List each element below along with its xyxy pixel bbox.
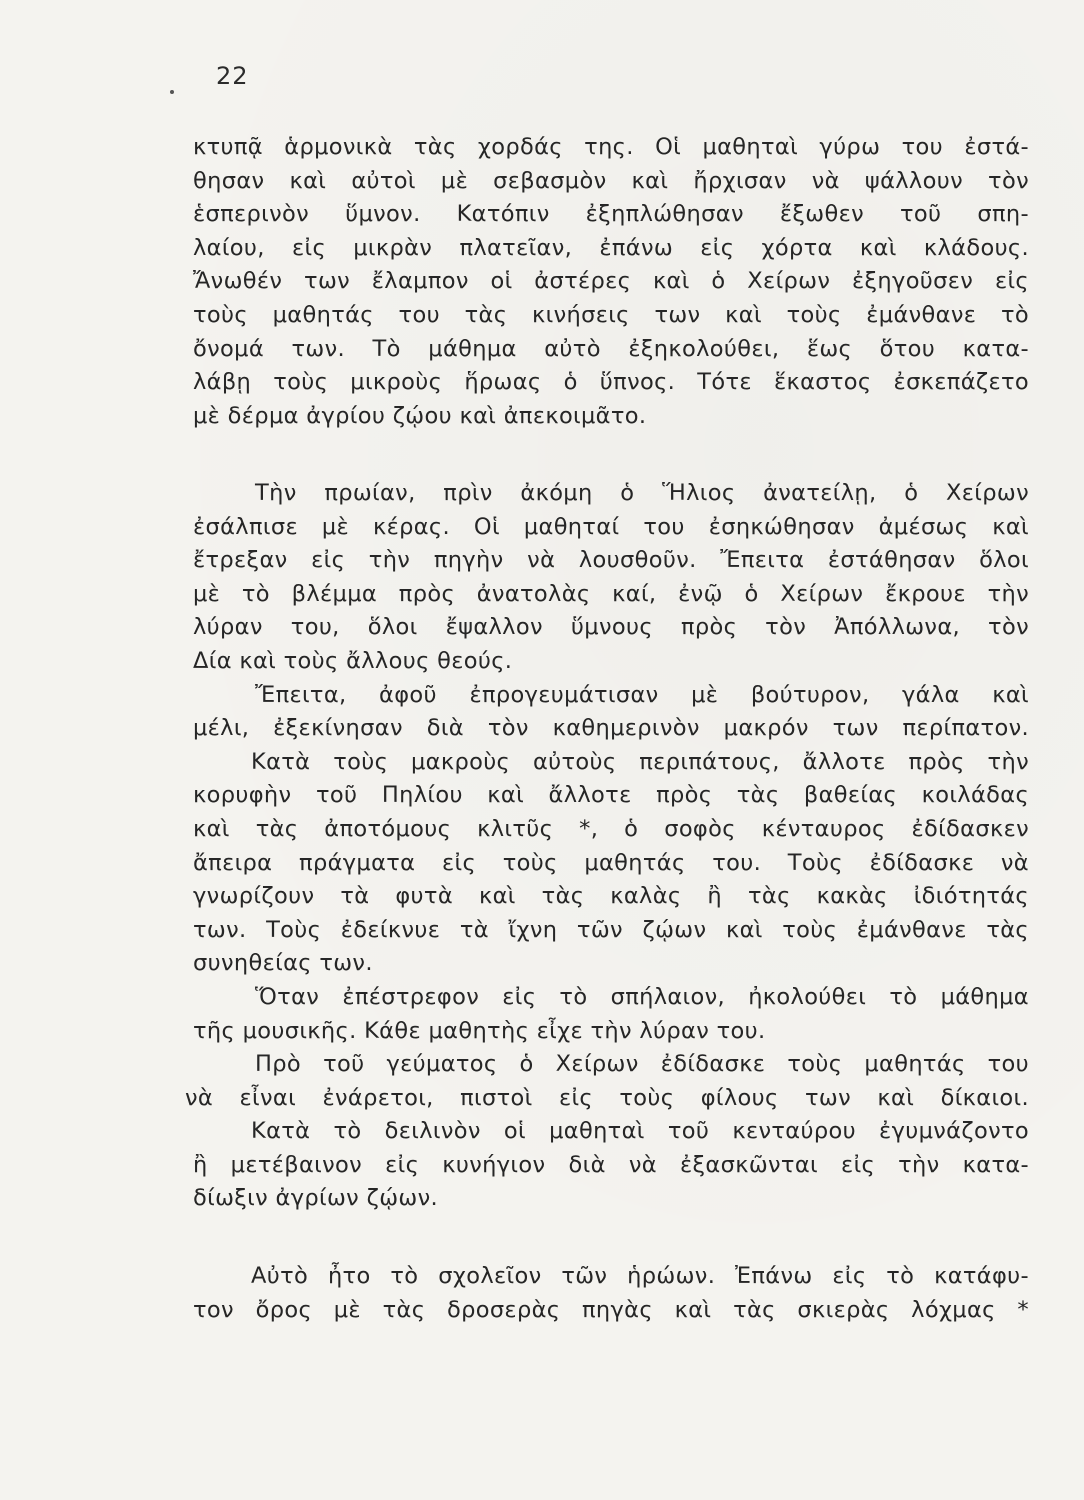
text-line: Ἔπειτα, ἀφοῦ ἐπρογευμάτισαν μὲ βούτυρον, γάλα καὶ [255, 681, 1029, 708]
text-line: τοὺς μαθητάς του τὰς κινήσεις των καὶ τοὺς ἐμάνθανε τὸ [193, 301, 1029, 328]
text-line: μὲ τὸ βλέμμα πρὸς ἀνατολὰς καί, ἐνῷ ὁ Χείρων ἔκρουε τὴν [193, 580, 1029, 607]
text-line: τῆς μουσικῆς. Κάθε μαθητὴς εἶχε τὴν λύραν του. [193, 1017, 766, 1044]
text-line: Ὅταν ἐπέστρεφον εἰς τὸ σπήλαιον, ἠκολούθει τὸ μάθημα [255, 983, 1029, 1010]
text-body [193, 131, 1029, 433]
text-line: δίωξιν ἀγρίων ζῴων. [193, 1185, 438, 1212]
text-line: ἄπειρα πράγματα εἰς τοὺς μαθητάς του. Τοὺς ἐδίδασκε νὰ [193, 849, 1029, 876]
text-line: ὄνομά των. Τὸ μάθημα αὐτὸ ἐξηκολούθει, ἕως ὅτου κατα- [193, 335, 1029, 362]
text-line: των. Τοὺς ἐδείκνυε τὰ ἴχνη τῶν ζῴων καὶ τοὺς ἐμάνθανε τὰς [193, 916, 1029, 943]
text-line: Τὴν πρωίαν, πρὶν ἀκόμη ὁ Ἥλιος ἀνατείλῃ, ὁ Χείρων [255, 480, 1029, 506]
paragraph-3 [193, 679, 1029, 746]
text-line: ἐσάλπισε μὲ κέρας. Οἱ μαθηταί του ἐσηκώθησαν ἀμέσως καὶ [193, 513, 1029, 540]
text-line: ἔτρεξαν εἰς τὴν πηγὴν νὰ λουσθοῦν. Ἔπειτα ἐστάθησαν ὅλοι [193, 547, 1029, 574]
text-line: τον ὄρος μὲ τὰς δροσερὰς πηγὰς καὶ τὰς σκιερὰς λόχμας * [193, 1296, 1029, 1323]
page-speck [170, 90, 174, 94]
paragraph-5 [193, 981, 1029, 1048]
text-line: γνωρίζουν τὰ φυτὰ καὶ τὰς καλὰς ἢ τὰς κακὰς ἰδιότητάς [193, 883, 1029, 910]
text-line: θησαν καὶ αὐτοὶ μὲ σεβασμὸν καὶ ἤρχισαν νὰ ψάλλουν τὸν [193, 167, 1029, 194]
text-line: Δία καὶ τοὺς ἄλλους θεούς. [193, 647, 513, 674]
text-line: Αὐτὸ ἦτο τὸ σχολεῖον τῶν ἡρώων. Ἐπάνω εἰς τὸ κατάφυ- [251, 1263, 1029, 1290]
text-line: κορυφὴν τοῦ Πηλίου καὶ ἄλλοτε πρὸς τὰς βαθείας κοιλάδας [193, 782, 1029, 809]
text-line: λαίου, εἰς μικρὰν πλατεῖαν, ἐπάνω εἰς χόρτα καὶ κλάδους. [193, 234, 1029, 261]
paragraph-gap [193, 1216, 1029, 1260]
text-line: λάβῃ τοὺς μικροὺς ἥρωας ὁ ὕπνος. Τότε ἕκαστος ἐσκεπάζετο [193, 369, 1029, 396]
paragraph-8 [193, 1260, 1029, 1327]
text-line: ἑσπερινὸν ὕμνον. Κατόπιν ἐξηπλώθησαν ἔξωθεν τοῦ σπη- [193, 201, 1029, 228]
paragraph-2 [193, 477, 1029, 679]
text-line: μέλι, ἐξεκίνησαν διὰ τὸν καθημερινὸν μακρόν των περίπατον. [193, 715, 1029, 742]
text-line: συνηθείας των. [193, 950, 373, 977]
text-line: Πρὸ τοῦ γεύματος ὁ Χείρων ἐδίδασκε τοὺς μαθητάς του [255, 1051, 1029, 1078]
text-line: ἢ μετέβαινον εἰς κυνήγιον διὰ νὰ ἐξασκῶνται εἰς τὴν κατα- [193, 1151, 1029, 1178]
text-line: λύραν του, ὅλοι ἔψαλλον ὕμνους πρὸς τὸν Ἀπόλλωνα, τὸν [193, 614, 1029, 641]
text-line: νὰ εἶναι ἐνάρετοι, πιστοὶ εἰς τοὺς φίλους των καὶ δίκαιοι. [185, 1084, 1029, 1111]
paragraph-6 [185, 1048, 1029, 1115]
text-line: Ἄνωθέν των ἔλαμπον οἱ ἀστέρες καὶ ὁ Χείρων ἐξηγοῦσεν εἰς [193, 268, 1029, 295]
text-line: καὶ τὰς ἀποτόμους κλιτῦς *, ὁ σοφὸς κένταυρος ἐδίδασκεν [193, 815, 1029, 842]
paragraph-4 [193, 746, 1029, 981]
paragraph-1 [193, 131, 1029, 433]
paragraph-7 [193, 1115, 1029, 1216]
page-number: 22 [216, 62, 249, 90]
text-line: κτυπᾷ ἁρμονικὰ τὰς χορδάς της. Οἱ μαθηταὶ γύρω του ἐστά- [193, 134, 1029, 160]
text-line: Κατὰ τοὺς μακροὺς αὐτοὺς περιπάτους, ἄλλοτε πρὸς τὴν [251, 748, 1029, 775]
text-line: Κατὰ τὸ δειλινὸν οἱ μαθηταὶ τοῦ κενταύρου ἐγυμνάζοντο [251, 1118, 1029, 1145]
text-line: μὲ δέρμα ἀγρίου ζῴου καὶ ἀπεκοιμᾶτο. [193, 402, 647, 429]
text-body-continued [185, 477, 1029, 1327]
